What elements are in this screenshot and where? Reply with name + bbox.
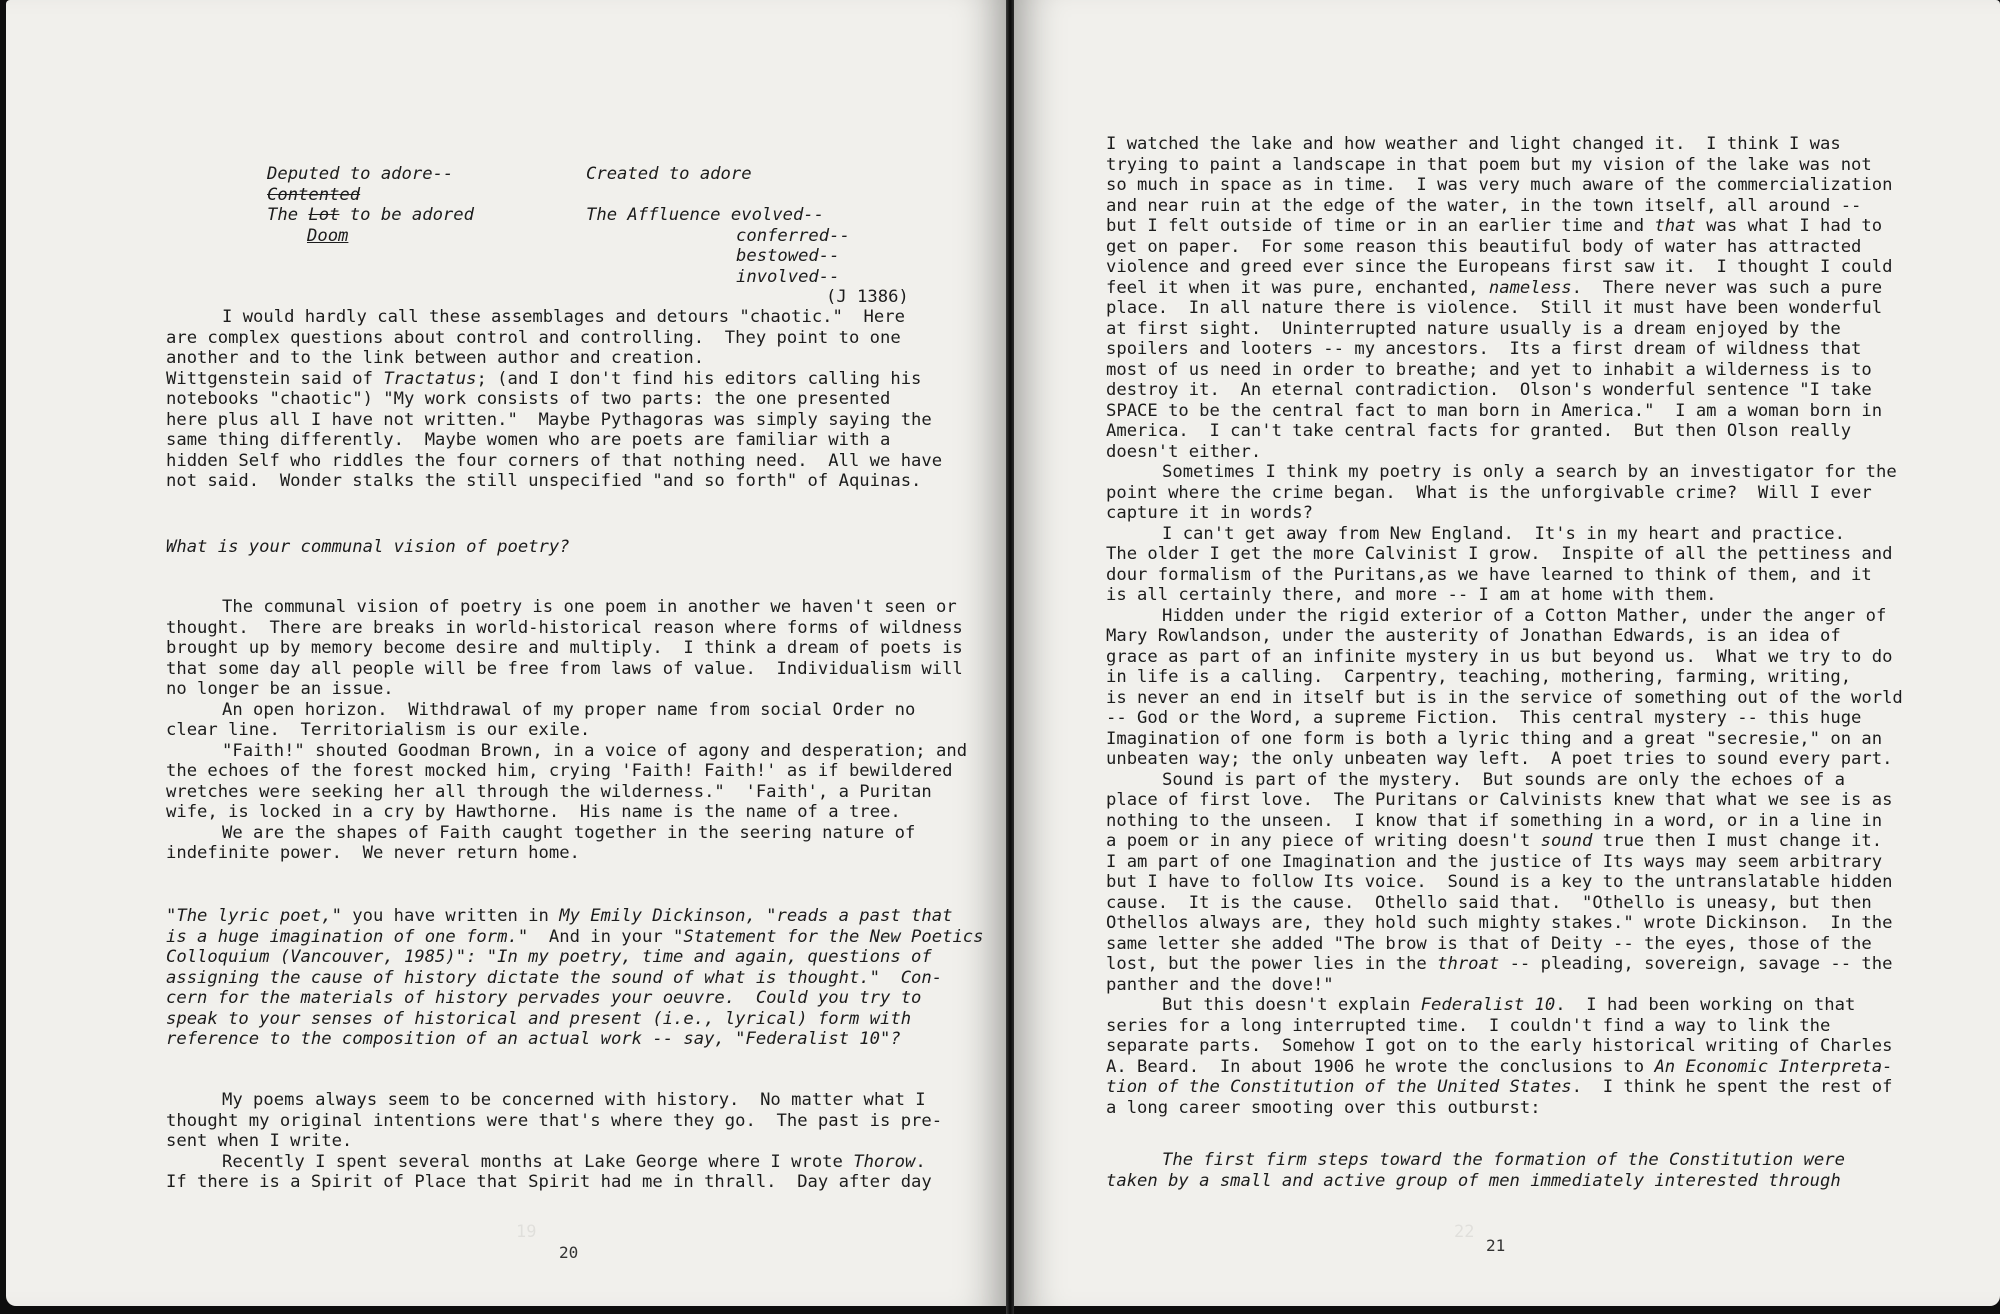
poem-line: conferred-- [736,225,850,246]
show-through-page-number: 22 [1454,1222,1475,1242]
paragraph: The communal vision of poetry is one poem in another we haven't seen or thought. There are breaks in world-historical reason where forms of wildness brought up by memory become desire and multiply. I think a dream of poets is that some day all people will be free from laws of value. Individualism will no longer be an issue. An open horizon. Withdrawal of my proper name from social Order no clear line. Territorialism is our exile. "Faith!" shouted Goodman Brown, in a voice of agony and desperation; and the echoes of the forest mocked him, crying 'Faith! Faith!' as if bewildered wretches were seeking her all through the wilderness." 'Faith', a Puritan wife, is locked in a cry by Hawthorne. His name is the name of a tree. We are the shapes of Faith caught together in the seering nature of indefinite power. We never return home. [166,597,968,863]
book-gutter [1006,0,1014,1314]
left-page [6,0,1006,1306]
paragraph: I would hardly call these assemblages and detours "chaotic." Here are complex questions about control and controlling. They point to one another and to the link between author and creation. Wittgenstein said of Tractatus; (and I don't find his editors calling his notebooks "chaotic") "My work consists of two parts: the one presented here plus all I have not written." Maybe Pythagoras was simply saying the same thing differently. Maybe women who are poets are familiar with a hidden Self who riddles the four corners of that nothing need. All we have not said. Wonder stalks the still unspecified "and so forth" of Aquinas. [166,307,943,491]
show-through-page-number: 19 [516,1222,537,1242]
poem-citation: (J 1386) [826,287,909,307]
right-page [1014,0,2000,1306]
interview-question: "The lyric poet," you have written in My Emily Dickinson, "reads a past that is a huge imagination of one form." And in your "Statement for the New Poetics Colloquium (Vancouver, 1985)": "In my poetry, time and again, questions of assigning the cause of history dictate the sound of what is thought." Con- cern for the materials of history pervades your oeuvre. Could you try to speak to your senses of historical and present (i.e., lyrical) form with reference to the composition of an actual work -- say, "Federalist 10"? [166,906,984,1049]
poem-line: involved-- [736,266,840,287]
poem-line: Doom [307,225,349,246]
poem-line: Created to adore [586,164,752,184]
poem-line: The Lot to be adored [267,205,474,225]
block-quote: The first firm steps toward the formation of the Constitution were taken by a small and active group of men immediately interested through [1106,1150,1845,1191]
poem-column-2 [586,164,850,287]
paragraph: My poems always seem to be concerned with history. No matter what I thought my original intentions were that's where they go. The past is pre- sent when I write. Recently I spent several months at Lake George where I wrote Thorow. If there is a Spirit of Place that Spirit had me in thrall. Day after day [166,1090,943,1192]
poem-line: bestowed-- [736,246,840,266]
page-number: 21 [1486,1236,1506,1255]
poem-line: Deputed to adore-- [267,164,454,184]
page-number: 20 [559,1243,579,1262]
poem-column-1 [267,164,474,246]
paragraph: I watched the lake and how weather and light changed it. I think I was trying to paint a landscape in that poem but my vision of the lake was not so much in space as in time. I was very much aware of the commercialization and near ruin at the edge of the water, in the town itself, all around -- but I felt outside of time or in an earlier time and that was what I had to get on paper. For some reason this beautiful body of water has attracted violence and greed ever since the Europeans first saw it. I thought I could feel it when it was pure, enchanted, nameless. There never was such a pure place. In all nature there is violence. Still it must have been wonderful at first sight. Uninterrupted nature usually is a dream enjoyed by the spoilers and looters -- my ancestors. Its a first dream of wildness that most of us need in order to breathe; and yet to inhabit a wilderness is to destroy it. An eternal contradiction. Olson's wonderful sentence "I take SPACE to be the central fact to man born in America." I am a woman born in America. I can't take central facts for granted. But then Olson really doesn't either. Sometimes I think my poetry is only a search by an investigator for the point where the crime began. What is the unforgivable crime? Will I ever capture it in words? I can't get away from New England. It's in my heart and practice. The older I get the more Calvinist I grow. Inspite of all the pettiness and dour formalism of the Puritans,as we have learned to think of them, and it is all certainly there, and more -- I am at home with them. Hidden under the rigid exterior of a Cotton Mather, under the anger of Mary Rowlandson, under the austerity of Jonathan Edwards, is an idea of grace as part of an infinite mystery in us but beyond us. What we try to do in life is a calling. Carpentry, teaching, mothering, farming, writing, is never an end in itself but is in the service of something out of the world -- God or the Word, a supreme Fiction. This central mystery -- this huge Imagination of one form is both a lyric thing and a great "secresie," on an unbeaten way; the only unbeaten way left. A poet tries to sound every part. Sound is part of the mystery. But sounds are only the echoes of a place of first love. The Puritans or Calvinists knew that what we see is as nothing to the unseen. I know that if something in a word, or in a line in a poem or in any piece of writing doesn't sound true then I must change it. I am part of one Imagination and the justice of Its ways may seem arbitrary but I have to follow Its voice. Sound is a key to the untranslatable hidden cause. It is the cause. Othello said that. "Othello is uneasy, but then Othellos always are, they hold such mighty stakes." wrote Dickinson. In the same letter she added "The brow is that of Deity -- the eyes, those of the lost, but the power lies in the throat -- pleading, sovereign, savage -- the panther and the dove!" But this doesn't explain Federalist 10. I had been working on that series for a long interrupted time. I couldn't find a way to link the separate parts. Somehow I got on to the early historical writing of Charles A. Beard. In about 1906 he wrote the conclusions to An Economic Interpreta- tion of the Constitution of the United States. I think he spent the rest of a long career smooting over this outburst: [1106,134,1903,1118]
poem-line: The Affluence evolved-- [586,205,824,225]
poem-line: Contented [267,184,361,205]
interview-question: What is your communal vision of poetry? [166,537,570,557]
